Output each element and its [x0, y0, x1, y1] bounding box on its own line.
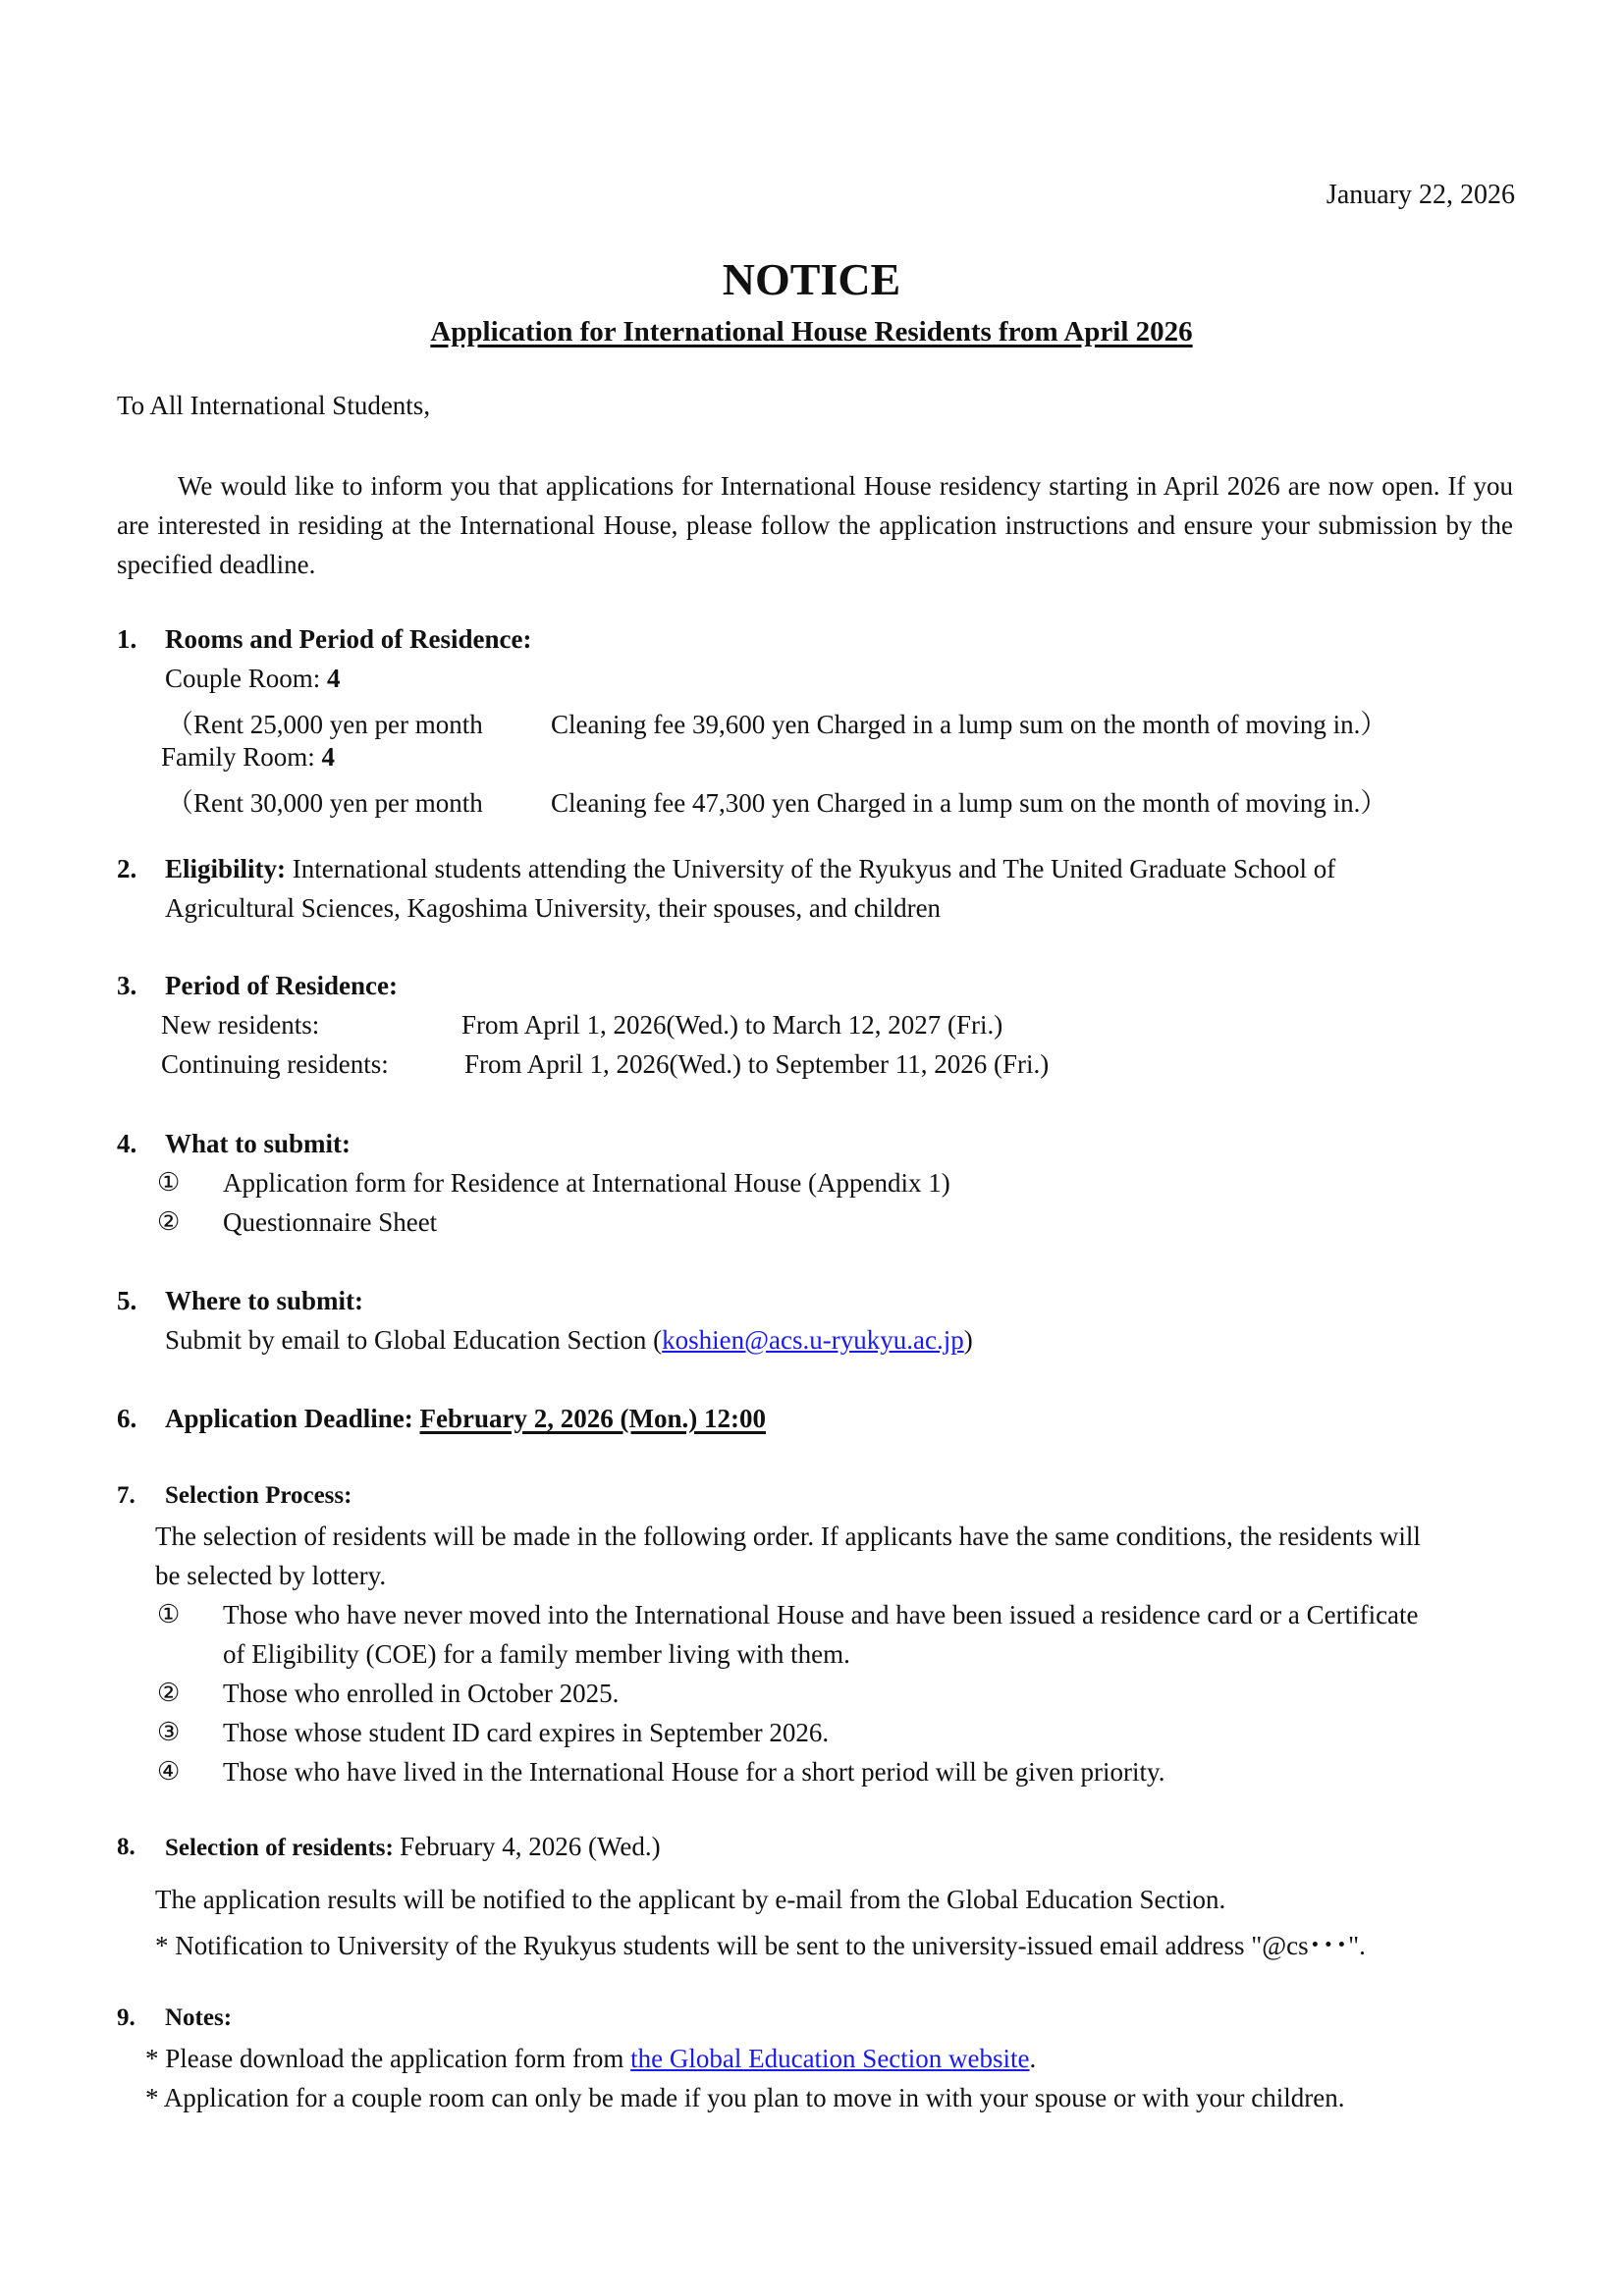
couple-room-line	[165, 664, 341, 694]
selection-para-1: The selection of residents will be made in the following order. If applicants have the same conditions, the residents will	[155, 1522, 1421, 1551]
criterion-1-line-2: of Eligibility (COE) for a family member living with them.	[223, 1639, 850, 1669]
notification-footnote: * Notification to University of the Ryukyus students will be sent to the university-issued email address "@cs･･･".	[155, 1931, 1366, 1960]
submission-text: Submit by email to Global Education Section (	[165, 1325, 663, 1355]
note-couple-room: * Application for a couple room can only be made if you plan to move in with your spouse or with your children.	[145, 2083, 1345, 2112]
family-room-line	[161, 742, 335, 773]
item-marker: ①	[157, 1600, 181, 1629]
family-rent: （Rent 30,000 yen per month	[167, 788, 483, 818]
item-marker: ③	[157, 1718, 181, 1746]
eligibility-text-1: International students attending the University of the Ryukyus and The United Graduate School of	[292, 854, 1336, 883]
family-room-count: 4	[321, 742, 336, 772]
section-number: 2.	[117, 854, 137, 883]
submit-item-application-form: Application form for Residence at International House (Appendix 1)	[223, 1168, 950, 1198]
eligibility-text-2: Agricultural Sciences, Kagoshima University, their spouses, and children	[165, 893, 942, 923]
submission-text-end: )	[963, 1325, 973, 1355]
continuing-residents-label: Continuing residents:	[161, 1049, 389, 1079]
page-subtitle	[0, 316, 1623, 348]
item-marker: ①	[157, 1168, 181, 1197]
new-residents-period: From April 1, 2026(Wed.) to March 12, 2027 (Fri.)	[461, 1010, 1003, 1040]
section-heading: Rooms and Period of Residence:	[165, 624, 532, 654]
section-heading: Selection of residents:	[165, 1835, 401, 1861]
section-number: 9.	[117, 2004, 135, 2031]
selection-date-line	[165, 1832, 661, 1862]
email-link[interactable]: koshien@acs.u-ryukyu.ac.jp	[662, 1325, 964, 1355]
item-marker: ②	[157, 1679, 181, 1707]
subtitle-text: Application for International House Residents from April 2026	[430, 316, 1193, 347]
note-download-text: * Please download the application form from	[145, 2044, 631, 2073]
eligibility-line-1	[165, 854, 1335, 884]
selection-date: February 4, 2026 (Wed.)	[400, 1832, 661, 1861]
family-cleaning-fee: Cleaning fee 47,300 yen Charged in a lump sum on the month of moving in.）	[551, 788, 1387, 818]
section-number: 7.	[117, 1482, 135, 1509]
section-number: 1.	[117, 624, 137, 654]
couple-room-count: 4	[327, 664, 341, 693]
section-heading: Period of Residence:	[165, 971, 398, 1000]
page-title: NOTICE	[722, 254, 901, 304]
couple-cleaning-fee: Cleaning fee 39,600 yen Charged in a lump sum on the month of moving in.）	[551, 710, 1387, 739]
global-education-website-link[interactable]: the Global Education Section website	[630, 2044, 1030, 2073]
submit-item-questionnaire: Questionnaire Sheet	[223, 1207, 438, 1237]
note-download-end: .	[1029, 2044, 1037, 2073]
section-number: 8.	[117, 1834, 135, 1860]
deadline-value: February 2, 2026 (Mon.) 12:00	[419, 1404, 766, 1433]
section-number: 5.	[117, 1286, 137, 1315]
criterion-4: Those who have lived in the International House for a short period will be given priority.	[223, 1757, 1165, 1787]
section-heading: Application Deadline:	[165, 1404, 420, 1433]
section-number: 4.	[117, 1129, 137, 1158]
family-room-label: Family Room:	[161, 742, 322, 772]
note-download	[145, 2044, 1036, 2074]
criterion-1-line-1: Those who have never moved into the International House and have been issued a residence card or a Certificate	[223, 1600, 1419, 1629]
section-heading: Notes:	[165, 2004, 233, 2031]
section-heading: What to submit:	[165, 1129, 352, 1158]
intro-paragraph: We would like to inform you that applications for International House residency starting in April 2026 are now open. If you are interested in residing at the International House, please follow the application instructions and ensure your submission by the specified deadline.	[117, 471, 1513, 579]
couple-room-label: Couple Room:	[165, 664, 328, 693]
section-heading: Selection Process:	[165, 1482, 352, 1509]
section-number: 3.	[117, 971, 137, 1000]
criterion-2: Those who enrolled in October 2025.	[223, 1679, 620, 1708]
submission-instructions	[165, 1325, 973, 1356]
couple-rent: （Rent 25,000 yen per month	[167, 710, 483, 739]
results-notification: The application results will be notified to the applicant by e-mail from the Global Education Section.	[155, 1885, 1226, 1914]
section-heading: Eligibility:	[165, 854, 287, 883]
notice-date: January 22, 2026	[1325, 180, 1515, 210]
criterion-3: Those whose student ID card expires in September 2026.	[223, 1718, 830, 1747]
salutation: To All International Students,	[117, 391, 431, 420]
item-marker: ②	[157, 1207, 181, 1236]
selection-para-2: be selected by lottery.	[155, 1561, 387, 1590]
section-number: 6.	[117, 1404, 137, 1433]
section-heading: Where to submit:	[165, 1286, 363, 1315]
new-residents-label: New residents:	[161, 1010, 320, 1040]
deadline-line	[165, 1404, 766, 1434]
continuing-residents-period: From April 1, 2026(Wed.) to September 11, 2026 (Fri.)	[464, 1049, 1050, 1079]
item-marker: ④	[157, 1757, 181, 1786]
